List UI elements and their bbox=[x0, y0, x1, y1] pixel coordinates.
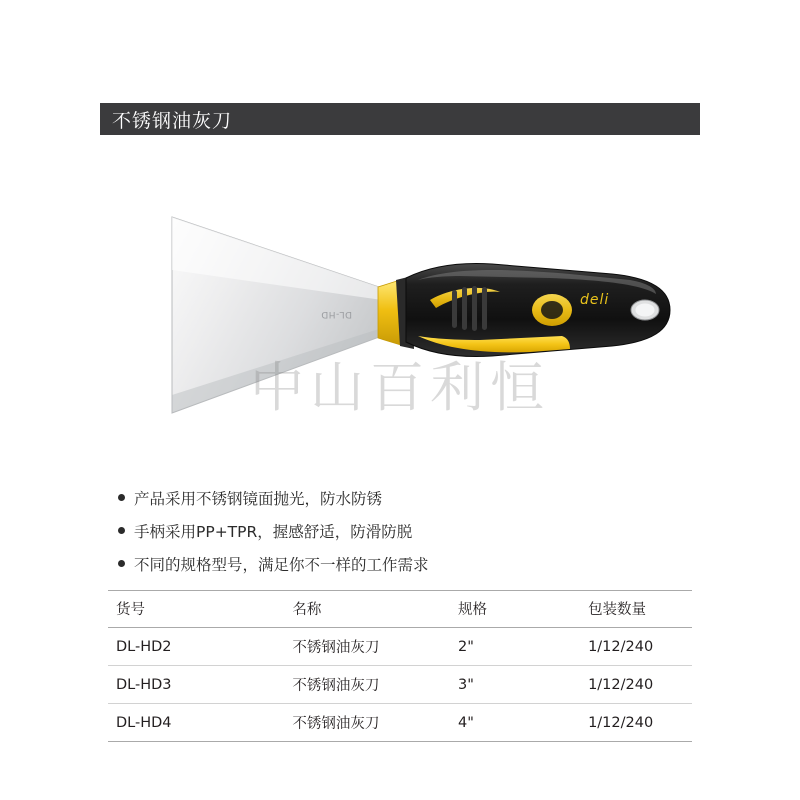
cell-code: DL-HD2 bbox=[108, 628, 284, 666]
bullet-icon bbox=[118, 560, 125, 567]
feature-text: 手柄采用PP+TPR，握感舒适，防滑防脱 bbox=[134, 523, 413, 541]
cell-pack: 1/12/240 bbox=[580, 666, 692, 704]
table-row bbox=[108, 704, 692, 742]
table-header-row bbox=[108, 591, 692, 628]
table-row bbox=[108, 666, 692, 704]
cell-pack: 1/12/240 bbox=[580, 628, 692, 666]
putty-knife-illustration bbox=[100, 150, 700, 470]
column-header-pack: 包装数量 bbox=[580, 591, 692, 628]
cell-spec: 2" bbox=[450, 628, 580, 666]
cell-spec: 4" bbox=[450, 704, 580, 742]
product-image bbox=[100, 150, 700, 470]
column-header-spec: 规格 bbox=[450, 591, 580, 628]
list-item bbox=[118, 520, 678, 542]
brand-logo: deli bbox=[580, 292, 610, 308]
list-item bbox=[118, 487, 678, 509]
cell-code: DL-HD3 bbox=[108, 666, 284, 704]
cell-pack: 1/12/240 bbox=[580, 704, 692, 742]
handle bbox=[406, 264, 670, 357]
blade bbox=[172, 217, 382, 413]
page-title-bar bbox=[100, 103, 700, 135]
feature-text: 不同的规格型号，满足你不一样的工作需求 bbox=[134, 556, 429, 574]
cell-name: 不锈钢油灰刀 bbox=[284, 628, 450, 666]
cell-spec: 3" bbox=[450, 666, 580, 704]
column-header-code: 货号 bbox=[108, 591, 284, 628]
bullet-icon bbox=[118, 494, 125, 501]
feature-list bbox=[118, 487, 678, 586]
spec-table bbox=[108, 590, 692, 742]
bullet-icon bbox=[118, 527, 125, 534]
watermark: 中山百利恒 bbox=[250, 356, 550, 419]
table-row bbox=[108, 628, 692, 666]
feature-text: 产品采用不锈钢镜面抛光，防水防锈 bbox=[134, 490, 383, 508]
page-title: 不锈钢油灰刀 bbox=[112, 109, 233, 132]
cell-name: 不锈钢油灰刀 bbox=[284, 666, 450, 704]
cell-name: 不锈钢油灰刀 bbox=[284, 704, 450, 742]
list-item bbox=[118, 553, 678, 575]
column-header-name: 名称 bbox=[284, 591, 450, 628]
cell-code: DL-HD4 bbox=[108, 704, 284, 742]
svg-text:DL-HD: DL-HD bbox=[320, 309, 352, 319]
